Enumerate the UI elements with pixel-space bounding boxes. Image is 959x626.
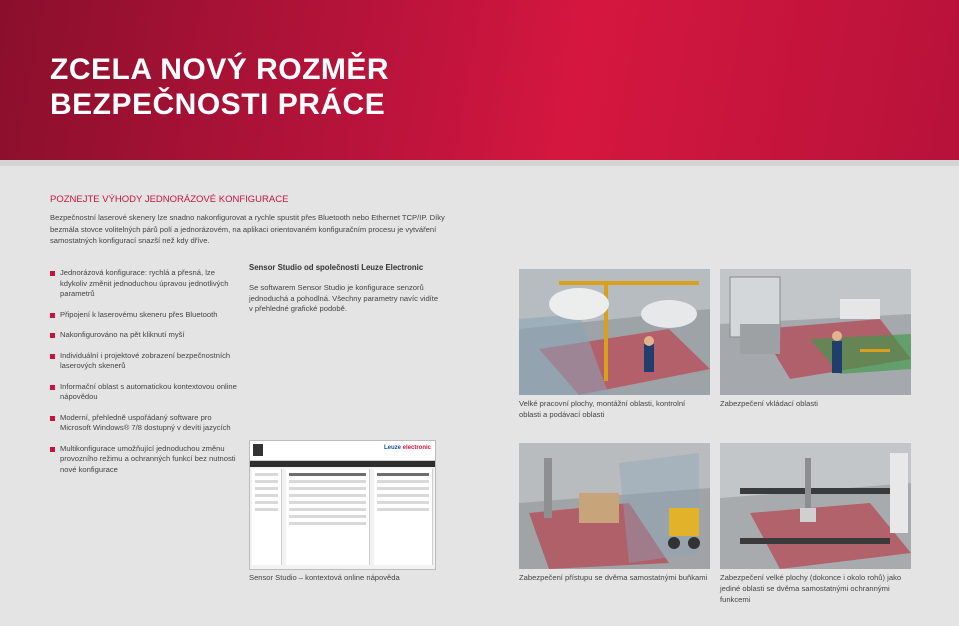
screenshot-body	[250, 467, 435, 567]
divider-band	[0, 160, 959, 166]
factory-floor-illustration	[519, 269, 710, 395]
photo-large-work-areas	[519, 269, 710, 395]
leuze-logo: Leuze electronic	[383, 445, 431, 451]
feature-list	[50, 268, 240, 475]
caption-photo-4: Zabezpečení velké plochy (dokonce i okolo rohů) jako jediné oblasti se dvěma samostatnými ochrannými funkcemi	[720, 573, 902, 604]
screenshot-header	[250, 441, 435, 461]
caption-photo-2: Zabezpečení vkládací oblasti	[720, 399, 818, 408]
section-subtitle: POZNEJTE VÝHODY JEDNORÁZOVÉ KONFIGURACE	[50, 194, 289, 205]
screenshot-form	[286, 469, 370, 565]
access-cells-illustration	[519, 443, 710, 569]
intro-paragraph: Bezpečnostní laserové skenery lze snadno nakonfigurovat a rychle spustit přes Bluetooth nebo Ethernet TCP/IP. Díky bezmála stovce volitelných párů polí a jednorázovém, na aplikaci orientovaném konfiguračním procesu je vytváření samostatných konfigurací snazší než kdy dříve.	[50, 213, 445, 245]
caption-photo-3: Zabezpečení přístupu se dvěma samostatnými buňkami	[519, 573, 708, 582]
photo-loading-area	[720, 269, 911, 395]
scanner-icon	[253, 444, 263, 456]
caption-screenshot: Sensor Studio – kontextová online nápověda	[249, 573, 400, 582]
photo-large-area-corners	[720, 443, 911, 569]
feature-item: Informační oblast s automatickou kontextovou online nápovědou	[50, 382, 240, 403]
photo-access-two-cells	[519, 443, 710, 569]
large-area-illustration	[720, 443, 911, 569]
title-line-2: BEZPEČNOSTI PRÁCE	[50, 88, 386, 121]
loading-area-illustration	[720, 269, 911, 395]
caption-photo-1: Velké pracovní plochy, montážní oblasti, kontrolní oblasti a podávací oblasti	[519, 399, 686, 419]
feature-item: Nakonfigurováno na pět kliknutí myší	[50, 330, 240, 341]
title-banner	[0, 0, 959, 160]
screenshot-tree	[252, 469, 282, 565]
studio-text: Se softwarem Sensor Studio je konfigurace senzorů jednoduchá a pohodlná. Všechny parametry navíc vidíte v přehledné grafické podobě.	[249, 283, 439, 313]
feature-item: Připojení k laserovému skeneru přes Bluetooth	[50, 310, 240, 321]
sensor-studio-screenshot	[249, 440, 436, 570]
screenshot-help-panel	[374, 469, 433, 565]
title-line-1: ZCELA NOVÝ ROZMĚR	[50, 53, 390, 86]
feature-item: Multikonfigurace umožňující jednoduchou změnu provozního režimu a ochranných funkcí bez nutnosti nové konfigurace	[50, 444, 240, 476]
feature-item: Moderní, přehledně uspořádaný software pro Microsoft Windows® 7/8 dostupný v devíti jazycích	[50, 413, 240, 434]
page-title	[50, 52, 389, 122]
feature-item: Jednorázová konfigurace: rychlá a přesná, lze kdykoliv změnit jednoduchou úpravou jednotlivých parametrů	[50, 268, 240, 300]
feature-item: Individuální i projektové zobrazení bezpečnostních laserových skenerů	[50, 351, 240, 372]
studio-heading: Sensor Studio od společnosti Leuze Electronic	[249, 263, 424, 272]
